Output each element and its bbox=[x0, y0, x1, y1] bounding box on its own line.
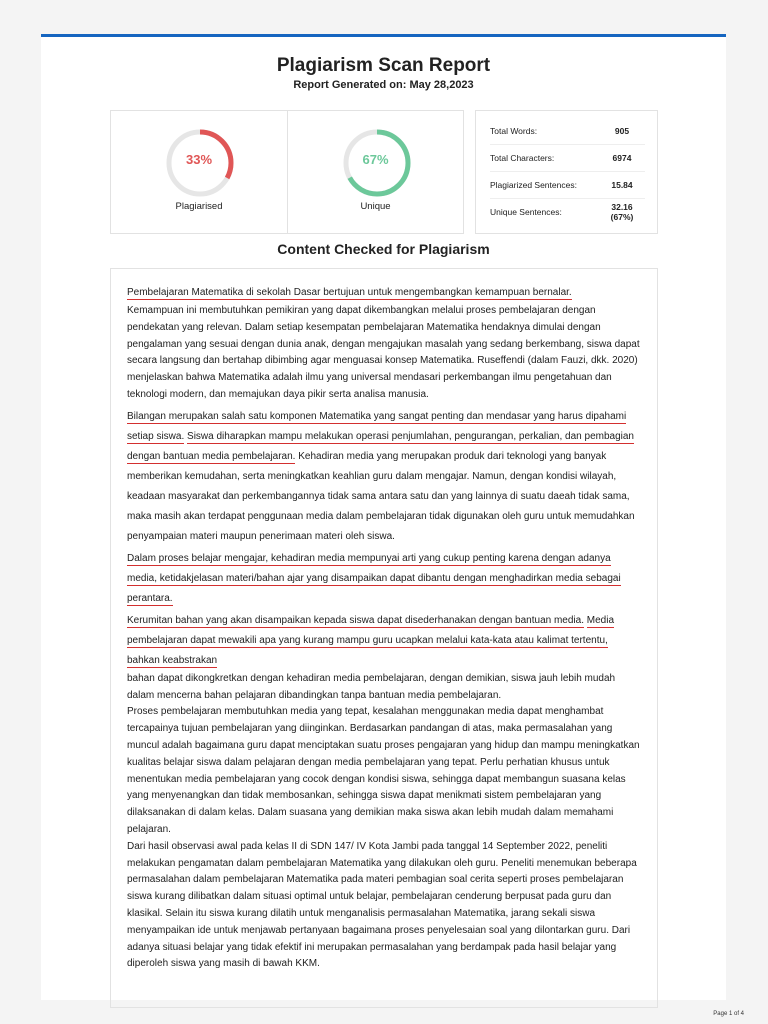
stat-label: Total Characters: bbox=[490, 153, 555, 163]
section-title: Content Checked for Plagiarism bbox=[277, 241, 490, 257]
unique-gauge-box bbox=[287, 110, 464, 234]
stat-row-total-words bbox=[490, 118, 645, 145]
stat-label: Total Words: bbox=[490, 126, 538, 136]
page-number: Page 1 of 4 bbox=[713, 1011, 744, 1017]
unique-label: Unique bbox=[360, 201, 391, 212]
checked-content bbox=[110, 268, 658, 1008]
stat-label: Unique Sentences: bbox=[490, 207, 562, 217]
stat-row-unique-sentences bbox=[490, 199, 645, 225]
stat-value: 6974 bbox=[612, 153, 632, 163]
stat-value: 15.84 bbox=[611, 180, 633, 190]
plagiarised-label: Plagiarised bbox=[175, 201, 223, 212]
plagiarized-sentence[interactable]: Media pembelajaran dapat mewakili apa yang kurang mampu guru ucapkan melalui kata-kata atau kalimat tertentu, bahkan keabstrakan bbox=[127, 614, 615, 666]
stat-value: 905 bbox=[614, 126, 630, 136]
highlight-group bbox=[127, 407, 643, 547]
plagiarised-percent: 33% bbox=[185, 152, 213, 167]
highlight-group bbox=[127, 611, 643, 671]
unique-percent: 67% bbox=[362, 152, 389, 167]
stat-row-total-characters bbox=[490, 145, 645, 172]
report-title: Plagiarism Scan Report bbox=[276, 55, 491, 76]
plagiarized-sentence[interactable]: Bilangan merupakan salah satu komponen Matematika yang sangat penting dan mendasar yang harus dipahami setiap siswa. bbox=[127, 410, 627, 442]
plagiarized-sentence[interactable]: Dalam proses belajar mengajar, kehadiran media mempunyai arti yang cukup penting karena dengan adanya media, ketidakjelasan materi/bahan ajar yang disampaikan dapat dibantu dengan menghadirkan media sebagai perantara. bbox=[127, 552, 621, 604]
unique-text: Dari hasil observasi awal pada kelas II di SDN 147/ IV Kota Jambi pada tanggal 14 September 2022, peneliti melakukan pengamatan dalam pembelajaran Matematika yang dilakukan oleh guru. Peneliti menemukan beberapa permasalahan dalam pembelajaran Matematika pada materi pembagian soal cerita seperti proses pembelajaran siswa kurang dilibatkan dalam situasi optimal untuk belajar, pembelajaran cenderung berpusat pada guru dan klasikal. Selain itu siswa kurang dilatih untuk menganalisis permasalahan Matematika, jarang sekali siswa menyampaikan ide untuk menjawab pertanyaan bagaimana proses penyelesaian soal yang dilontarkan guru. Dari adanya situasi belajar yang tidak efektif ini merupakan permasalahan yang berdampak pada hasil belajar yang diperoleh siswa yang masih di bawah KKM. bbox=[127, 840, 637, 970]
stat-value: 32.16 (67%) bbox=[610, 202, 634, 222]
stats-table bbox=[475, 110, 658, 234]
unique-text: Kemampuan ini membutuhkan pemikiran yang dapat dikembangkan melalui proses pembelajaran dengan pendekatan yang relevan. Dalam setiap kesempatan pembelajaran Matematika hendaknya dimulai dengan pengalaman yang sesuai dengan dunia anak, dengan mengajukan masalah yang sedang berkembang, siswa dapat secara langsung dan bertahap dibimbing agar menguasai konsep Matematika. Ruseffendi (dalam Fauzi, dkk. 2020) menjelaskan bahwa Matematika adalah ilmu yang universal mendasari perkembangan ilmu pengetahuan dan teknologi modern, dan memajukan daya pikir serta analisa manusia. bbox=[127, 305, 640, 400]
highlight-group bbox=[127, 549, 643, 609]
plagiarized-sentence[interactable]: Kerumitan bahan yang akan disampaikan kepada siswa dapat disederhanakan dengan bantuan media. bbox=[127, 614, 584, 626]
unique-text: Proses pembelajaran membutuhkan media yang tepat, kesalahan menggunakan media dapat menghambat tercapainya tujuan pembelajaran yang diinginkan. Berdasarkan pandangan di atas, maka permasalahan yang muncul adalah bagaimana guru dapat menciptakan suatu proses pengajaran yang hidup dan mampu meningkatkan kualitas belajar siswa dalam pelajaran dengan media pembelajaran yang tepat. Perlu perhatian khusus untuk menentukan media pembelajaran yang cocok dengan kondisi siswa, sehingga dapat membangun suasana kelas yang menyenangkan dan tidak membosankan, sehingga siswa dapat menikmati sistem pembelajaran yang dilaksanakan di dalam kelas. Dalam suasana yang demikian maka siswa akan lebih mudah dalam memahami pelajaran. bbox=[127, 706, 640, 835]
plagiarised-gauge-box bbox=[110, 110, 288, 234]
unique-text: bahan dapat dikongkretkan dengan kehadiran media pembelajaran, dengan demikian, siswa jauh lebih mudah dalam mencerna bahan pelajaran dibandingkan tanpa bantuan media pembelajaran. bbox=[127, 672, 616, 701]
stat-label: Plagiarized Sentences: bbox=[490, 180, 577, 190]
stat-row-plagiarized-sentences bbox=[490, 172, 645, 199]
report-page bbox=[41, 34, 726, 1000]
plagiarized-sentence[interactable]: Siswa diharapkan mampu melakukan operasi penjumlahan, pengurangan, perkalian, dan pembagian dengan bantuan media pembelajaran. bbox=[127, 430, 634, 462]
plagiarized-sentence[interactable]: Pembelajaran Matematika di sekolah Dasar bertujuan untuk mengembangkan kemampuan bernalar. bbox=[127, 287, 572, 298]
highlight-group bbox=[127, 283, 643, 303]
report-generated-date: Report Generated on: May 28,2023 bbox=[293, 79, 474, 91]
unique-text: Kehadiran media yang merupakan produk dari teknologi yang banyak memberikan kemudahan, serta meningkatkan keahlian guru dalam mengajar. Namun, dengan kondisi wilayah, keadaan masyarakat dan perkembangannya tidak sama antara satu dan yang lainnya di suatu daeah tidak sama, maka masih akan terdapat penggunaan media dalam pembelajaran tidak digunakan oleh guru untuk memudahkan penyampaian materi maupun penerimaan materi oleh siswa. bbox=[127, 450, 635, 542]
